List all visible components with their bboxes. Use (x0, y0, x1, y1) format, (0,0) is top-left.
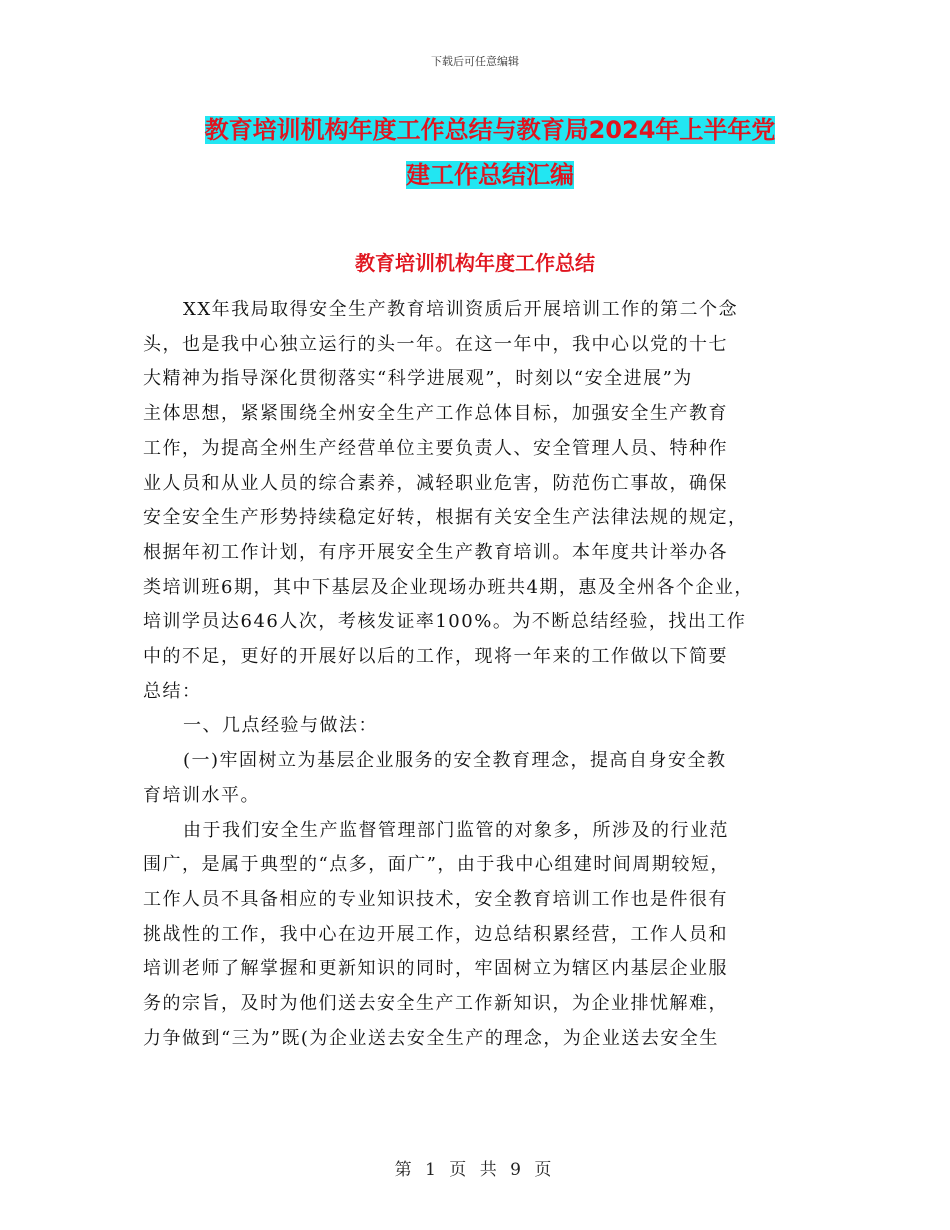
paragraph-line: 工作，为提高全州生产经营单位主要负责人、安全管理人员、特种作 (143, 437, 728, 459)
paragraph-line: 培训学员达646人次，考核发证率100%。为不断总结经验，找出工作 (143, 611, 747, 633)
page-footer: 第 1 页 共 9 页 (394, 1160, 556, 1180)
paragraph-line: 大精神为指导深化贯彻落实“科学进展观”，时刻以“安全进展”为 (143, 368, 693, 390)
header-note: 下载后可任意编辑 (431, 55, 519, 68)
paragraph-line: 头，也是我中心独立运行的头一年。在这一年中，我中心以党的十七 (143, 333, 728, 355)
paragraph-line: 安全安全生产形势持续稳定好转，根据有关安全生产法律法规的规定， (143, 507, 748, 529)
paragraph-line: 围广，是属于典型的“点多，面广”，由于我中心组建时间周期较短， (143, 854, 730, 876)
paragraph-line: 挑战性的工作，我中心在边开展工作，边总结积累经营，工作人员和 (143, 923, 728, 945)
paragraph-line: XX年我局取得安全生产教育培训资质后开展培训工作的第二个念 (183, 299, 739, 320)
paragraph-line: 由于我们安全生产监督管理部门监管的对象多，所涉及的行业范 (183, 819, 729, 841)
subheading-line: (一)牢固树立为基层企业服务的安全教育理念，提高自身安全教 (183, 750, 727, 772)
paragraph-line: 根据年初工作计划，有序开展安全生产教育培训。本年度共计举办各 (143, 541, 728, 563)
paragraph-line: 培训老师了解掌握和更新知识的同时，牢固树立为辖区内基层企业服 (143, 958, 728, 980)
section-title: 教育培训机构年度工作总结 (355, 251, 595, 275)
paragraph-line: 务的宗旨，及时为他们送去安全生产工作新知识，为企业排忧解难， (143, 993, 728, 1015)
body-text (143, 293, 813, 1056)
paragraph-line: 总结： (143, 680, 202, 702)
paragraph-line: 中的不足，更好的开展好以后的工作，现将一年来的工作做以下简要 (143, 646, 728, 668)
heading-line: 一、几点经验与做法： (183, 715, 378, 737)
paragraph-line: 业人员和从业人员的综合素养，减轻职业危害，防范伤亡事故，确保 (143, 472, 728, 494)
paragraph-line: 类培训班6期，其中下基层及企业现场办班共4期，惠及全州各个企业， (143, 576, 754, 598)
title-line-2: 建工作总结汇编 (406, 161, 574, 189)
title-line-1: 教育培训机构年度工作总结与教育局2024年上半年党 (204, 116, 776, 144)
paragraph-line: 力争做到“三为”既(为企业送去安全生产的理念，为企业送去安全生 (143, 1027, 719, 1049)
paragraph-line: 主体思想，紧紧围绕全州安全生产工作总体目标，加强安全生产教育 (143, 403, 728, 425)
document-title (140, 108, 840, 198)
subheading-line: 育培训水平。 (143, 784, 260, 806)
paragraph-line: 工作人员不具备相应的专业知识技术，安全教育培训工作也是件很有 (143, 888, 728, 910)
